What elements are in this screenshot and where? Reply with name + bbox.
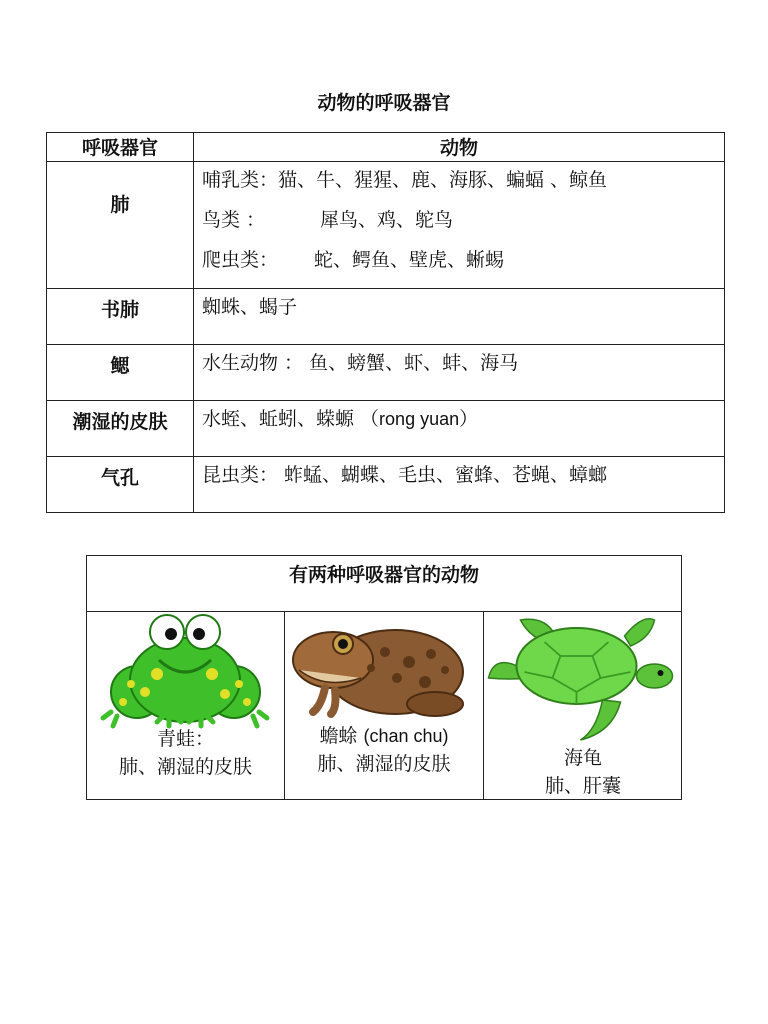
animal-organs: 肺、潮湿的皮肤 bbox=[118, 756, 252, 778]
animal-organs: 肺、肝囊 bbox=[544, 775, 621, 797]
page-title: 动物的呼吸器官 bbox=[317, 92, 451, 114]
two-organs-title: 有两种呼吸器官的动物 bbox=[288, 564, 479, 586]
category-label: 鸟类 ： bbox=[202, 209, 266, 231]
organ-cell: 鳃 bbox=[47, 345, 194, 401]
animal-name: 蟾蜍 bbox=[319, 725, 358, 747]
toad-icon bbox=[285, 612, 483, 722]
category-line bbox=[202, 166, 724, 194]
category-line bbox=[202, 246, 724, 274]
frog-cell bbox=[86, 611, 285, 800]
organ-cell: 书肺 bbox=[47, 289, 194, 345]
animals-cell bbox=[194, 162, 725, 289]
animals-cell: 水生动物 ： 鱼、螃蟹、虾、蚌、海马 bbox=[194, 345, 725, 401]
respiratory-organs-table bbox=[46, 132, 725, 513]
table-row bbox=[47, 345, 725, 401]
pinyin-text: rong yuan bbox=[379, 409, 460, 429]
table-row bbox=[47, 289, 725, 345]
header-organ: 呼吸器官 bbox=[47, 133, 194, 162]
animal-list: 犀鸟、鸡、鸵鸟 bbox=[320, 209, 454, 231]
animal-list: 猫、牛、猩猩、鹿、海豚、蝙蝠 、鲸鱼 bbox=[278, 169, 608, 191]
animals-cell bbox=[194, 401, 725, 457]
table-row bbox=[47, 162, 725, 289]
animal-name-line bbox=[285, 722, 483, 750]
toad-cell bbox=[285, 611, 484, 800]
animal-list: 蛇、鳄鱼、壁虎、蜥蜴 bbox=[314, 249, 505, 271]
animal-organs: 肺、潮湿的皮肤 bbox=[317, 753, 451, 775]
animal-name: 青蛙： bbox=[156, 728, 214, 750]
animal-row bbox=[86, 611, 682, 800]
header-animals: 动物 bbox=[194, 133, 725, 162]
frog-icon bbox=[87, 612, 284, 732]
animal-name: 海龟 bbox=[563, 747, 602, 769]
organ-cell: 气孔 bbox=[47, 457, 194, 513]
pinyin-text: (chan chu) bbox=[363, 726, 449, 746]
table-row bbox=[47, 457, 725, 513]
two-organs-table bbox=[86, 555, 682, 800]
category-label: 哺乳类： bbox=[202, 169, 279, 191]
animals-cell: 昆虫类： 蚱蜢、蝴蝶、毛虫、蜜蜂、苍蝇、蟑螂 bbox=[194, 457, 725, 513]
organ-cell: 潮湿的皮肤 bbox=[47, 401, 194, 457]
category-label: 爬虫类： bbox=[202, 249, 279, 271]
turtle-cell bbox=[484, 611, 682, 800]
organ-cell: 肺 bbox=[47, 162, 194, 289]
animals-cell: 蜘蛛、蝎子 bbox=[194, 289, 725, 345]
turtle-icon bbox=[484, 612, 682, 742]
category-line bbox=[202, 206, 724, 234]
closing-paren: ） bbox=[459, 408, 479, 430]
animal-list: 水蛭、蚯蚓、蝾螈 （ bbox=[202, 408, 380, 430]
table-row bbox=[47, 401, 725, 457]
table-header-row bbox=[47, 133, 725, 162]
